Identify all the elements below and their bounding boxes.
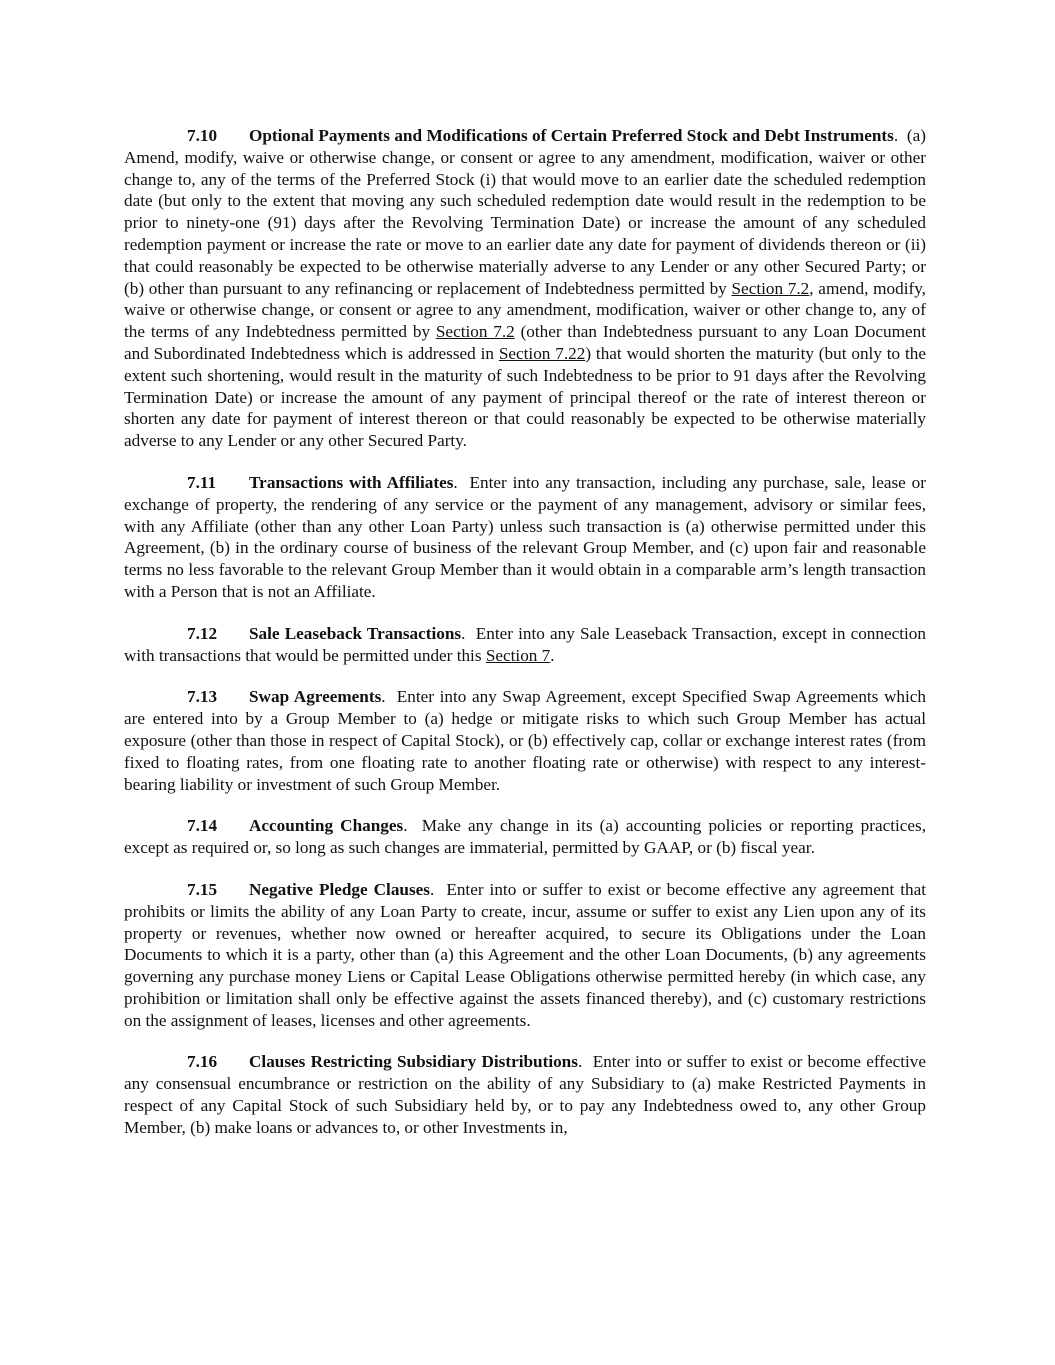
section-body: ) that would shorten the maturity (but only to the extent such shortening, would result in the maturity of such Indebtedness to be prior to 91 days after the Revolving Termination Date) or increase the amount of any payment of principal thereof or the rate of interest thereon or shorten any date for payment of interest thereon or that could reasonably be expected to be otherwise materially adverse to any Lender or any other Secured Party. [124, 343, 926, 451]
section-heading: Accounting Changes [249, 816, 404, 836]
section-7-14: 7.14 Accounting Changes. Make any change in its (a) accounting policies or reporting practices, except as required or, so long as such changes are immaterial, permitted by GAAP, or (b) fiscal year. [124, 816, 926, 858]
section-body: Enter into or suffer to exist or become effective any agreement that prohibits or limits the ability of any Loan Party to create, incur, assume or suffer to exist any Lien upon any of its property or revenues, whether now owned or hereafter acquired, to secure its Obligations under the Loan Documents to which it is a party, other than (a) this Agreement and the other Loan Documents, (b) any agreements governing any purchase money Liens or Capital Lease Obligations otherwise permitted hereby (in which case, any prohibition or limitation shall only be effective against the assets financed thereby), and (c) customary restrictions on the assignment of leases, licenses and other agreements. [124, 879, 927, 1030]
section-body: Enter into any Sale Leaseback Transaction, except in connection with transactions that would be permitted under this [124, 623, 926, 665]
section-body: Enter into any Swap Agreement, except Specified Swap Agreements which are entered into by a Group Member to (a) hedge or mitigate risks to which such Group Member has actual exposure (other than those in respect of Capital Stock), or (b) effectively cap, collar or exchange interest rates (from fixed to floating rates, from one floating rate to another floating rate or otherwise) with respect to any interest-bearing liability or investment of such Group Member. [124, 687, 926, 794]
section-7-2-reference[interactable]: Section 7.2 [435, 322, 515, 342]
section-7-reference[interactable]: Section 7 [485, 645, 551, 665]
section-7-2-reference[interactable]: Section 7.2 [731, 278, 810, 298]
section-7-11: 7.11 Transactions with Affiliates. Enter into any transaction, including any purchase, sale, lease or exchange of property, the rendering of any service or the payment of any management, advisory or similar fees, with any Affiliate (other than any other Loan Party) unless such transaction is (a) otherwise permitted under this Agreement, (b) in the ordinary course of business of the relevant Group Member, and (c) upon fair and reasonable terms no less favorable to the relevant Group Member than it would obtain in a comparable arm’s length transaction with a Person that is not an Affiliate. [124, 472, 927, 601]
section-7-22-reference[interactable]: Section 7.22 [498, 343, 586, 363]
section-number: 7.16 [187, 1052, 218, 1072]
section-heading: Transactions with Affiliates [249, 472, 454, 492]
section-number: 7.13 [187, 687, 218, 707]
section-7-12: 7.12 Sale Leaseback Transactions. Enter into any Sale Leaseback Transaction, except in connection with transactions that would be permitted under this Section 7. [124, 623, 926, 665]
section-number: 7.15 [187, 879, 218, 899]
section-heading: Negative Pledge Clauses [249, 879, 430, 899]
document-page [124, 125, 926, 1159]
section-body: . [550, 645, 555, 665]
section-body: Enter into or suffer to exist or become effective any consensual encumbrance or restriction on the ability of any Subsidiary to (a) make Restricted Payments in respect of any Capital Stock of such Subsidiary held by, or to pay any Indebtedness owed to, any other Group Member, (b) make loans or advances to, or other Investments in, [124, 1052, 926, 1137]
section-7-16: 7.16 Clauses Restricting Subsidiary Distributions. Enter into or suffer to exist or become effective any consensual encumbrance or restriction on the ability of any Subsidiary to (a) make Restricted Payments in respect of any Capital Stock of such Subsidiary held by, or to pay any Indebtedness owed to, any other Group Member, (b) make loans or advances to, or other Investments in, [124, 1052, 926, 1137]
section-number: 7.14 [187, 816, 218, 836]
section-body: (other than Indebtedness pursuant to any Loan Document and Subordinated Indebtedness which is addressed in [124, 322, 926, 363]
section-body: Make any change in its (a) accounting policies or reporting practices, except as required or, so long as such changes are immaterial, permitted by GAAP, or (b) fiscal year. [124, 816, 926, 858]
section-heading: Optional Payments and Modifications of Certain Preferred Stock and Debt Instruments [249, 126, 894, 145]
section-7-13: 7.13 Swap Agreements. Enter into any Swap Agreement, except Specified Swap Agreements which are entered into by a Group Member to (a) hedge or mitigate risks to which such Group Member has actual exposure (other than those in respect of Capital Stock), or (b) effectively cap, collar or exchange interest rates (from fixed to floating rates, from one floating rate to another floating rate or otherwise) with respect to any interest-bearing liability or investment of such Group Member. [124, 687, 926, 794]
section-heading: Clauses Restricting Subsidiary Distributions [249, 1052, 578, 1072]
section-7-10: 7.10 Optional Payments and Modifications of Certain Preferred Stock and Debt Instruments. (a) Amend, modify, waive or otherwise change, or consent or agree to any amendment, modification, waiver or other change to, any of the terms of the Preferred Stock (i) that would move to an earlier date the scheduled redemption date (but only to the extent that moving any such scheduled redemption date would result in the redemption to be prior to ninety-one (91) days after the Revolving Termination Date) or increase the amount of any scheduled redemption payment or increase the rate or move to an earlier date any date for payment of dividends thereon or (ii) that could reasonably be expected to be otherwise materially adverse to any Lender or any other Secured Party; or (b) other than pursuant to any refinancing or replacement of Indebtedness permitted by Section 7.2, amend, modify, waive or otherwise change, or consent or agree to any amendment, modification, waiver or other change to, any of the terms of any Indebtedness permitted by Section 7.2 (other than Indebtedness pursuant to any Loan Document and Subordinated Indebtedness which is addressed in Section 7.22) that would shorten the maturity (but only to the extent such shortening, would result in the maturity of such Indebtedness to be prior to 91 days after the Revolving Termination Date) or increase the amount of any payment of principal thereof or the rate of interest thereon or shorten any date for payment of interest thereon or that could reasonably be expected to be otherwise materially adverse to any Lender or any other Secured Party. [124, 126, 926, 451]
section-number: 7.12 [187, 623, 218, 643]
section-body: , amend, modify, waive or otherwise change, or consent or agree to any amendment, modification, waiver or other change to, any of the terms of any Indebtedness permitted by [124, 278, 926, 342]
section-number: 7.10 [187, 126, 218, 145]
section-7-15: 7.15 Negative Pledge Clauses. Enter into or suffer to exist or become effective any agreement that prohibits or limits the ability of any Loan Party to create, incur, assume or suffer to exist any Lien upon any of its property or revenues, whether now owned or hereafter acquired, to secure its Obligations under the Loan Documents to which it is a party, other than (a) this Agreement and the other Loan Documents, (b) any agreements governing any purchase money Liens or Capital Lease Obligations otherwise permitted hereby (in which case, any prohibition or limitation shall only be effective against the assets financed thereby), and (c) customary restrictions on the assignment of leases, licenses and other agreements. [124, 879, 927, 1030]
section-number: 7.11 [187, 472, 217, 492]
section-body: (a) Amend, modify, waive or otherwise change, or consent or agree to any amendment, modification, waiver or other change to, any of the terms of the Preferred Stock (i) that would move to an earlier date the scheduled redemption date (but only to the extent that moving any such scheduled redemption date would result in the redemption to be prior to ninety-one (91) days after the Revolving Termination Date) or increase the amount of any scheduled redemption payment or increase the rate or move to an earlier date any date for payment of dividends thereon or (ii) that could reasonably be expected to be otherwise materially adverse to any Lender or any other Secured Party; or (b) other than pursuant to any refinancing or replacement of Indebtedness permitted by [124, 126, 926, 298]
section-body: Enter into any transaction, including any purchase, sale, lease or exchange of property, the rendering of any service or the payment of any management, advisory or similar fees, with any Affiliate (other than any other Loan Party) unless such transaction is (a) otherwise permitted under this Agreement, (b) in the ordinary course of business of the relevant Group Member, and (c) upon fair and reasonable terms no less favorable to the relevant Group Member than it would obtain in a comparable arm’s length transaction with a Person that is not an Affiliate. [124, 472, 927, 601]
section-heading: Sale Leaseback Transactions [249, 623, 462, 643]
section-heading: Swap Agreements [249, 687, 382, 707]
